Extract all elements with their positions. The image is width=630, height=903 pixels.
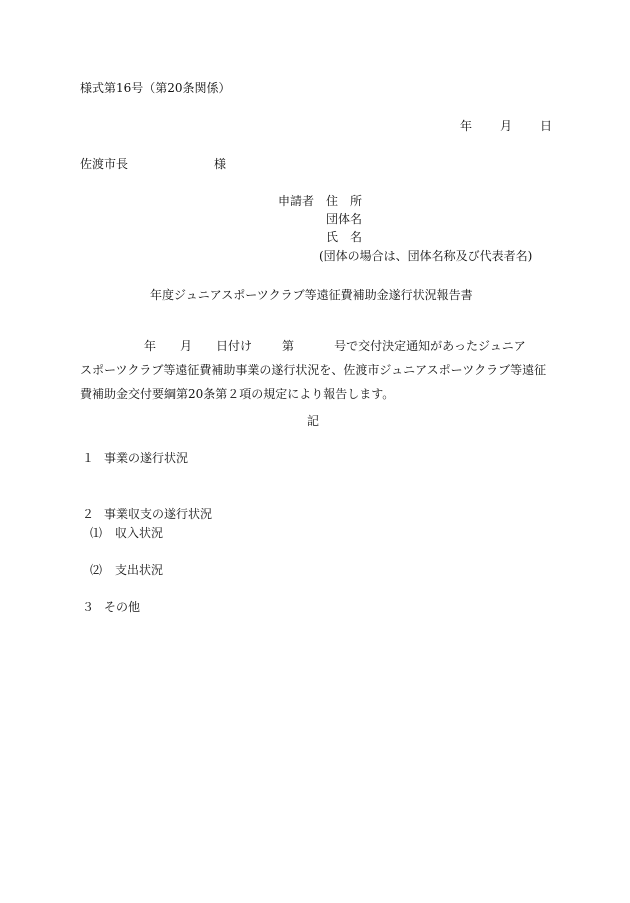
person-name-label: 氏 名 (326, 230, 363, 244)
date-day-label: 日 (540, 119, 553, 133)
section-1-number: １ (82, 451, 95, 465)
applicant-label: 申請者 (278, 194, 315, 208)
ki-heading: 記 (307, 414, 320, 428)
addressee-name: 佐渡市長 (80, 157, 129, 171)
section-2-1-label: 収入状況 (115, 526, 164, 540)
addressee-honorific: 様 (214, 157, 227, 171)
document-title: 年度ジュニアスポーツクラブ等遠征費補助金遂行状況報告書 (150, 288, 473, 302)
section-2-2-label: 支出状況 (115, 563, 164, 577)
body-date-suffix: 日付け (216, 339, 253, 353)
group-name-label: 団体名 (326, 212, 363, 226)
address-label: 住 所 (326, 194, 363, 208)
section-1-label: 事業の遂行状況 (104, 451, 189, 465)
date-line (460, 118, 552, 134)
section-2-label: 事業収支の遂行状況 (104, 507, 213, 521)
body-line-1 (80, 334, 550, 358)
body-line-1-rest: 号で交付決定通知があったジュニア (334, 339, 526, 353)
section-2-2-number: ⑵ (90, 563, 103, 577)
body-no-prefix: 第 (282, 339, 295, 353)
date-year-label: 年 (460, 119, 473, 133)
applicant-note: (団体の場合は、団体名称及び代表者名) (319, 249, 533, 263)
body-paragraph (80, 334, 550, 406)
section-3-number: ３ (82, 600, 95, 614)
section-2-number: ２ (82, 507, 95, 521)
body-line-3: 費補助金交付要綱第20条第２項の規定により報告します。 (80, 387, 395, 401)
body-line-2: スポーツクラブ等遠征費補助事業の遂行状況を、佐渡市ジュニアスポーツクラブ等遠征 (80, 363, 547, 377)
body-year: 年 (144, 339, 157, 353)
form-number: 様式第16号（第20条関係） (80, 81, 231, 95)
section-2-1-number: ⑴ (90, 526, 103, 540)
body-month: 月 (180, 339, 193, 353)
date-month-label: 月 (500, 119, 513, 133)
section-3-label: その他 (104, 600, 141, 614)
